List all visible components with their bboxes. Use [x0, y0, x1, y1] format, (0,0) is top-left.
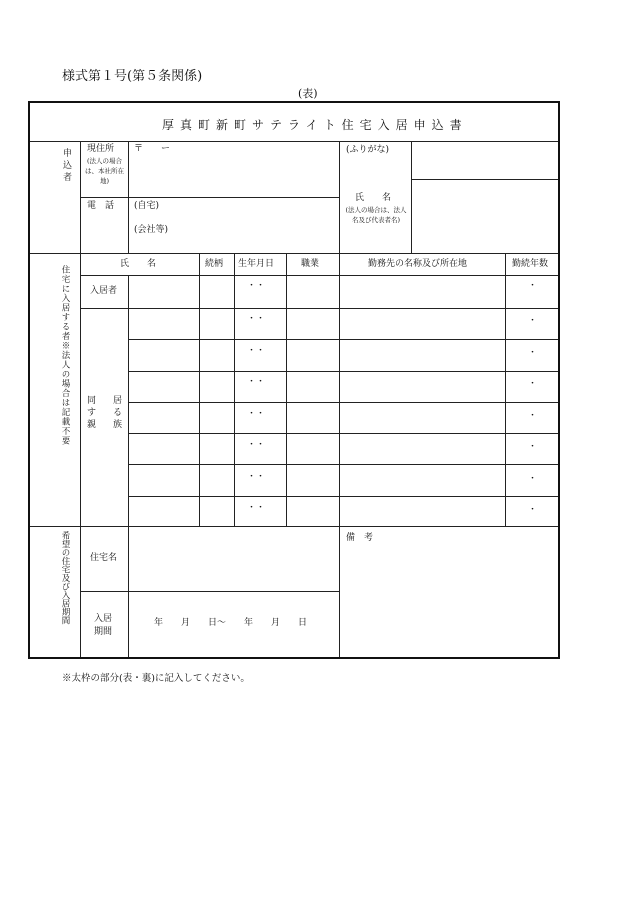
- birthdate-field[interactable]: ・・: [247, 377, 266, 387]
- period-field[interactable]: 年 月 日〜 年 月 日: [154, 618, 308, 628]
- form-number: 様式第１号(第５条関係): [62, 69, 203, 84]
- phone-label: 電 話: [87, 201, 115, 211]
- col-header-workplace: 勤務先の名称及び所在地: [368, 259, 468, 269]
- desired-section-label: 希望の住宅及び入居期間: [60, 531, 70, 625]
- phone-home-field[interactable]: (自宅): [134, 201, 160, 211]
- address-note: (法人の場合は、本社所在地): [85, 157, 124, 185]
- name-label: 氏 名: [355, 193, 392, 203]
- col-header-birthdate: 生年月日: [238, 259, 275, 269]
- address-label: 現住所: [87, 144, 115, 154]
- birthdate-field[interactable]: ・・: [247, 409, 266, 419]
- footnote: ※太枠の部分(表・裏)に記入してください。: [62, 673, 250, 684]
- col-header-relation: 続柄: [205, 259, 224, 269]
- birthdate-field[interactable]: ・・: [247, 440, 266, 450]
- birthdate-field[interactable]: ・・: [247, 314, 266, 324]
- col-header-occupation: 職業: [301, 259, 320, 269]
- applicant-section-label: 申込者: [61, 148, 71, 184]
- birthdate-field[interactable]: ・・: [247, 503, 266, 513]
- application-form: [28, 101, 560, 659]
- residents-section-label: 住宅に入居する者※法人の場合は記載不要: [60, 265, 70, 446]
- col-header-name: 氏 名: [120, 259, 157, 269]
- phone-work-field[interactable]: (会社等): [134, 225, 169, 235]
- birthdate-field[interactable]: ・・: [247, 472, 266, 482]
- years-field[interactable]: ・: [528, 411, 538, 421]
- cohabitants-label-right: 居 る 族: [113, 396, 123, 430]
- years-field[interactable]: ・: [528, 348, 538, 358]
- postal-code-field[interactable]: 〒 ー: [134, 144, 171, 154]
- col-header-years: 勤続年数: [512, 259, 549, 269]
- applicant-row-label: 入居者: [90, 286, 118, 296]
- years-field[interactable]: ・: [528, 281, 538, 291]
- furigana-label: (ふりがな): [346, 145, 390, 155]
- remarks-label: 備 考: [346, 533, 374, 543]
- years-field[interactable]: ・: [528, 474, 538, 484]
- house-name-label: 住宅名: [90, 553, 118, 563]
- birthdate-field[interactable]: ・・: [247, 346, 266, 356]
- name-note: (法人の場合は、法人名及び代表者名): [345, 206, 407, 224]
- birthdate-field[interactable]: ・・: [247, 281, 266, 291]
- form-title: 厚真町新町サテライト住宅入居申込書: [162, 118, 468, 132]
- period-label: 入居 期間: [94, 614, 113, 637]
- years-field[interactable]: ・: [528, 316, 538, 326]
- years-field[interactable]: ・: [528, 379, 538, 389]
- years-field[interactable]: ・: [528, 442, 538, 452]
- cohabitants-label: 同 す 親: [87, 396, 97, 430]
- years-field[interactable]: ・: [528, 505, 538, 515]
- side-indicator: (表): [298, 87, 318, 100]
